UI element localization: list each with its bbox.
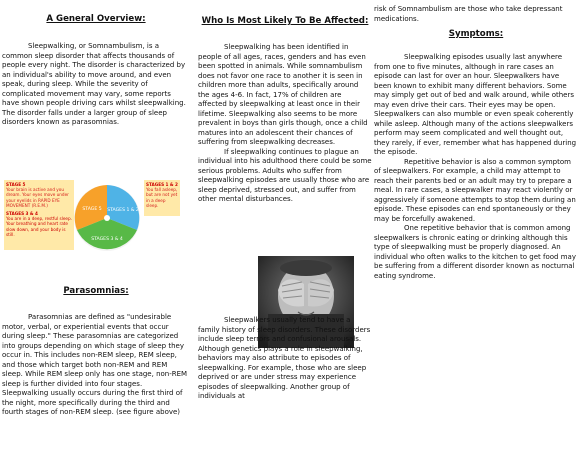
wheel-label-stage12: STAGES 1 & 2 xyxy=(107,208,139,213)
stage-description-left xyxy=(4,180,74,250)
symptoms-heading: Symptoms: xyxy=(448,29,504,39)
column-affected xyxy=(198,0,372,205)
stage34-title: STAGES 3 & 4 xyxy=(6,211,38,217)
parasomnias-paragraph: Parasomnias are defined as "undesirable motor, verbal, or experiential events that occur during sleep." These parasomnias are categorized into groups depending on which stage of sleep they occur in. This includes non-REM sleep, REM sleep, and those which target both non-REM and REM sleep. While REM sleep only has one stage, non-REM sleep is further divided into four stages. Sleepwalking usually occurs during the first third of the night, more specifically during the third and fourth stages of non-REM sleep. (see figure above) xyxy=(2,313,188,416)
symptoms-paragraph-1: Sleepwalking episodes usually last anywhere from one to five minutes, although in rare cases an episode can last for over an hour. Sleepwalkers have been known to exhibit many different behaviors. Some may simply get out of bed and walk around, while others may even drive their cars. Their eyes may be open. Sleepwalkers can also mumble or even speak coherently while asleep. Although many of the actions sleepwalkers perform may seem complicated and well thought out, they rarely, if ever, remember what has happened during the episode. xyxy=(374,53,577,156)
wheel-label-stage5: STAGE 5 xyxy=(82,207,102,212)
sleep-cycle-wheel xyxy=(70,178,144,258)
column-overview xyxy=(2,0,190,128)
symptoms-paragraph-3: One repetitive behavior that is common among sleepwalkers is chronic eating or drinking although this type of sleepwalking must be properly diagnosed. An individual who often walks to the kitchen to get food may be suffering from a different disorder known as nocturnal eating syndrome. xyxy=(374,224,576,280)
affected-heading: Who Is Most Likely To Be Affected: xyxy=(201,16,369,26)
parasomnias-heading: Parasomnias: xyxy=(63,286,129,296)
symptoms-paragraph-2: Repetitive behavior is also a common symptom of sleepwalkers. For example, a child may attempt to reach their parents bed or an adult may try to prepare a meal. In rare cases, a sleepwalker may react violently or aggressively if someone attempts to stop them during an episode. These episodes can end spontaneously or they may be forcefully awakened. xyxy=(374,157,576,223)
wheel-label-stage34: STAGES 3 & 4 xyxy=(91,237,123,242)
symptoms-top-text: risk of Somnambulism are those who take depressant medications. xyxy=(374,5,563,23)
sleep-stage-figure xyxy=(4,178,180,263)
column-symptoms xyxy=(374,0,578,281)
column-parasomnias xyxy=(2,286,190,418)
column-affected-cont xyxy=(198,316,372,402)
stage12-title: STAGES 1 & 2 xyxy=(146,182,178,187)
stage34-text: You are in a deep, restful sleep. Your breathing and heart rate slow down, and your body is still. xyxy=(6,216,72,237)
stage5-text: Your brain is active and you dream. Your eyes move under your eyelids in RAPID EYE MOVEMENT (R.E.M.) xyxy=(6,187,69,208)
overview-paragraph: Sleepwalking, or Somnambulism, is a common sleep disorder that affects thousands of people every night. The disorder is characterized by an individual's ability to move around, and even speak, during sleep. While the severity of complicated movement may vary, some reports have shown people driving cars whilst sleepwalking. The disorder falls under a larger group of sleep disorders known as parasomnias. xyxy=(2,42,186,126)
affected-paragraph-2: If sleepwalking continues to plague an individual into his adulthood there could be some serious problems. Adults who suffer from sleepwalking episodes are usually those who are sleep deprived, stressed out, and suffer from other mental disturbances. xyxy=(198,147,372,203)
stage5-title: STAGE 5 xyxy=(6,182,26,187)
affected-paragraph-3: Sleepwalkers usually tend to have a family history of sleep disorders. These disorders include sleep terrors and confusional arousals. Although genetics plays a role in sleepwalking, behaviors may also attribute to episodes of sleepwalking. For example, those who are sleep deprived or are under stress may experience episodes of sleepwalking. Another group of individuals at xyxy=(198,316,371,400)
affected-paragraph-1: Sleepwalking has been identified in people of all ages, races, genders and has even been spotted in animals. While somnambulism does not favor one race to another it is seen in children more than adults, specifically around the ages 4-6. In fact, 17% of children are affected by sleepwalking at least once in their lifetime. Sleepwalking also seems to be more prevalent in boys than girls though, once a child matures into an adolescent their chances of suffering from sleepwalking decreases. xyxy=(198,43,368,146)
stage12-text: You fall asleep, but are not yet in a deep sleep. xyxy=(146,187,178,208)
stage-description-right xyxy=(144,180,180,216)
overview-heading: A General Overview: xyxy=(46,14,146,24)
